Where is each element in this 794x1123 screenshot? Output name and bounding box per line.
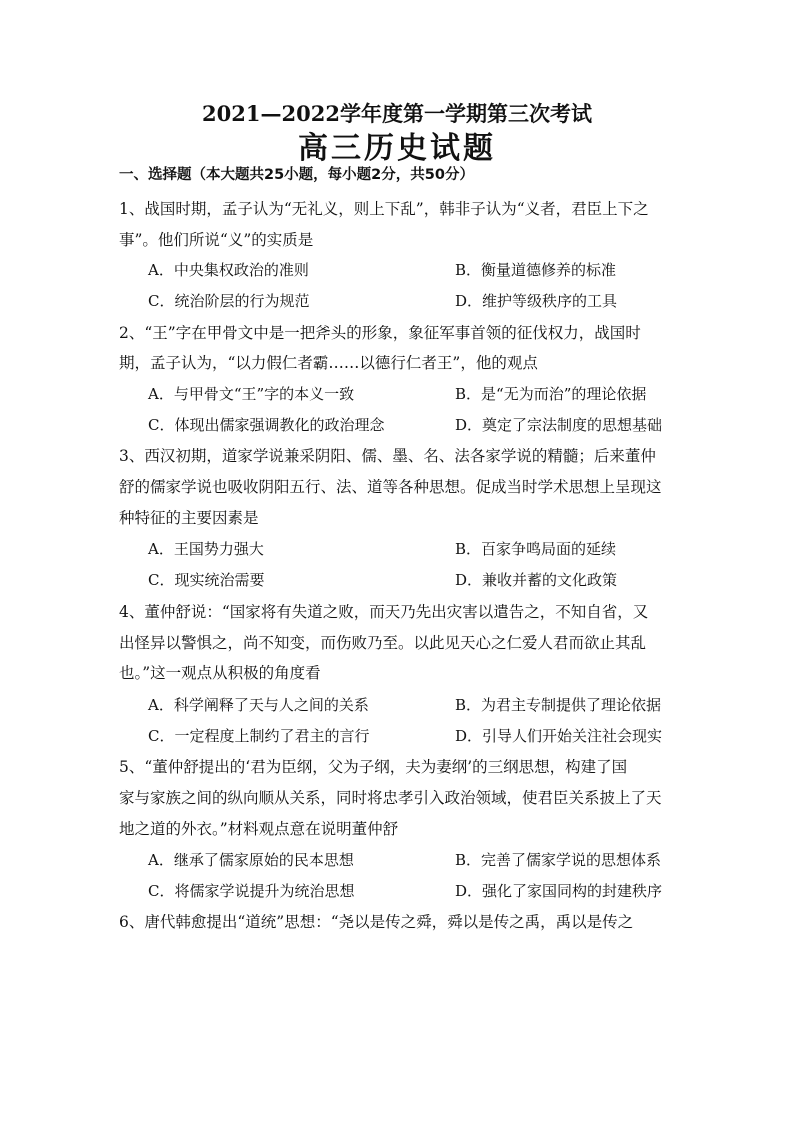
question-2-stem-line-1: 2、“王”字在甲骨文中是一把斧头的形象，象征军事首领的征伐权力，战国时 [119,324,641,342]
question-5-option-a: A．继承了儒家原始的民本思想 [148,851,354,869]
question-2-option-a: A．与甲骨文“王”字的本义一致 [148,385,355,403]
question-5-option-c: C．将儒家学说提升为统治思想 [148,882,355,900]
question-2-option-b: B．是“无为而治”的理论依据 [455,385,647,403]
question-4-option-d: D．引导人们开始关注社会现实 [455,727,663,745]
question-3-option-b: B．百家争鸣局面的延续 [455,540,617,558]
question-4-stem-line-1: 4、董仲舒说：“国家将有失道之败，而天乃先出灾害以遣告之，不知自省，又 [119,603,649,621]
question-3-option-d: D．兼收并蓄的文化政策 [455,571,618,589]
section-heading: 一、选择题（本大题共25小题，每小题2分，共50分） [119,167,474,183]
question-3-stem-line-2: 舒的儒家学说也吸收阴阳五行、法、道等各种思想。促成当时学术思想上呈现这 [119,478,662,496]
question-1-stem-line-2: 事”。他们所说“义”的实质是 [119,231,314,249]
question-1-option-d: D．维护等级秩序的工具 [455,292,618,310]
question-3-option-c: C．现实统治需要 [148,571,265,589]
question-4-option-c: C．一定程度上制约了君主的言行 [148,727,370,745]
question-1-option-a: A．中央集权政治的准则 [148,261,309,279]
question-4-option-a: A．科学阐释了天与人之间的关系 [148,696,369,714]
question-4-option-b: B．为君主专制提供了理论依据 [455,696,662,714]
question-5-stem-line-1: 5、“董仲舒提出的‘君为臣纲，父为子纲，夫为妻纲’的三纲思想，构建了国 [119,758,628,776]
exam-title: 2021—2022学年度第一学期第三次考试 [202,101,592,126]
question-5-stem-line-2: 家与家族之间的纵向顺从关系，同时将忠孝引入政治领域，使君臣关系披上了天 [119,789,662,807]
question-3-option-a: A．王国势力强大 [148,540,264,558]
question-6-stem-line-1: 6、唐代韩愈提出“道统”思想：“尧以是传之舜，舜以是传之禹，禹以是传之 [119,913,634,931]
question-3-stem-line-1: 3、西汉初期，道家学说兼采阴阳、儒、墨、名、法各家学说的精髓；后来董仲 [119,447,656,465]
question-5-option-d: D．强化了家国同构的封建秩序 [455,882,663,900]
question-1-option-b: B．衡量道德修养的标准 [455,261,617,279]
question-4-stem-line-3: 也。”这一观点从积极的角度看 [119,664,321,682]
question-5-stem-line-3: 地之道的外衣。”材料观点意在说明董仲舒 [119,820,399,838]
question-2-stem-line-2: 期，孟子认为，“以力假仁者霸……以德行仁者王”，他的观点 [119,354,538,372]
question-1-option-c: C．统治阶层的行为规范 [148,292,310,310]
question-4-stem-line-2: 出怪异以警惧之，尚不知变，而伤败乃至。以此见天心之仁爱人君而欲止其乱 [119,634,647,652]
subject-title: 高三历史试题 [298,131,496,166]
question-3-stem-line-3: 种特征的主要因素是 [119,509,259,527]
question-5-option-b: B．完善了儒家学说的思想体系 [455,851,662,869]
question-2-option-c: C．体现出儒家强调教化的政治理念 [148,416,385,434]
question-2-option-d: D．奠定了宗法制度的思想基础 [455,416,663,434]
question-1-stem-line-1: 1、战国时期，孟子认为“无礼义，则上下乱”，韩非子认为“义者，君臣上下之 [119,200,649,218]
